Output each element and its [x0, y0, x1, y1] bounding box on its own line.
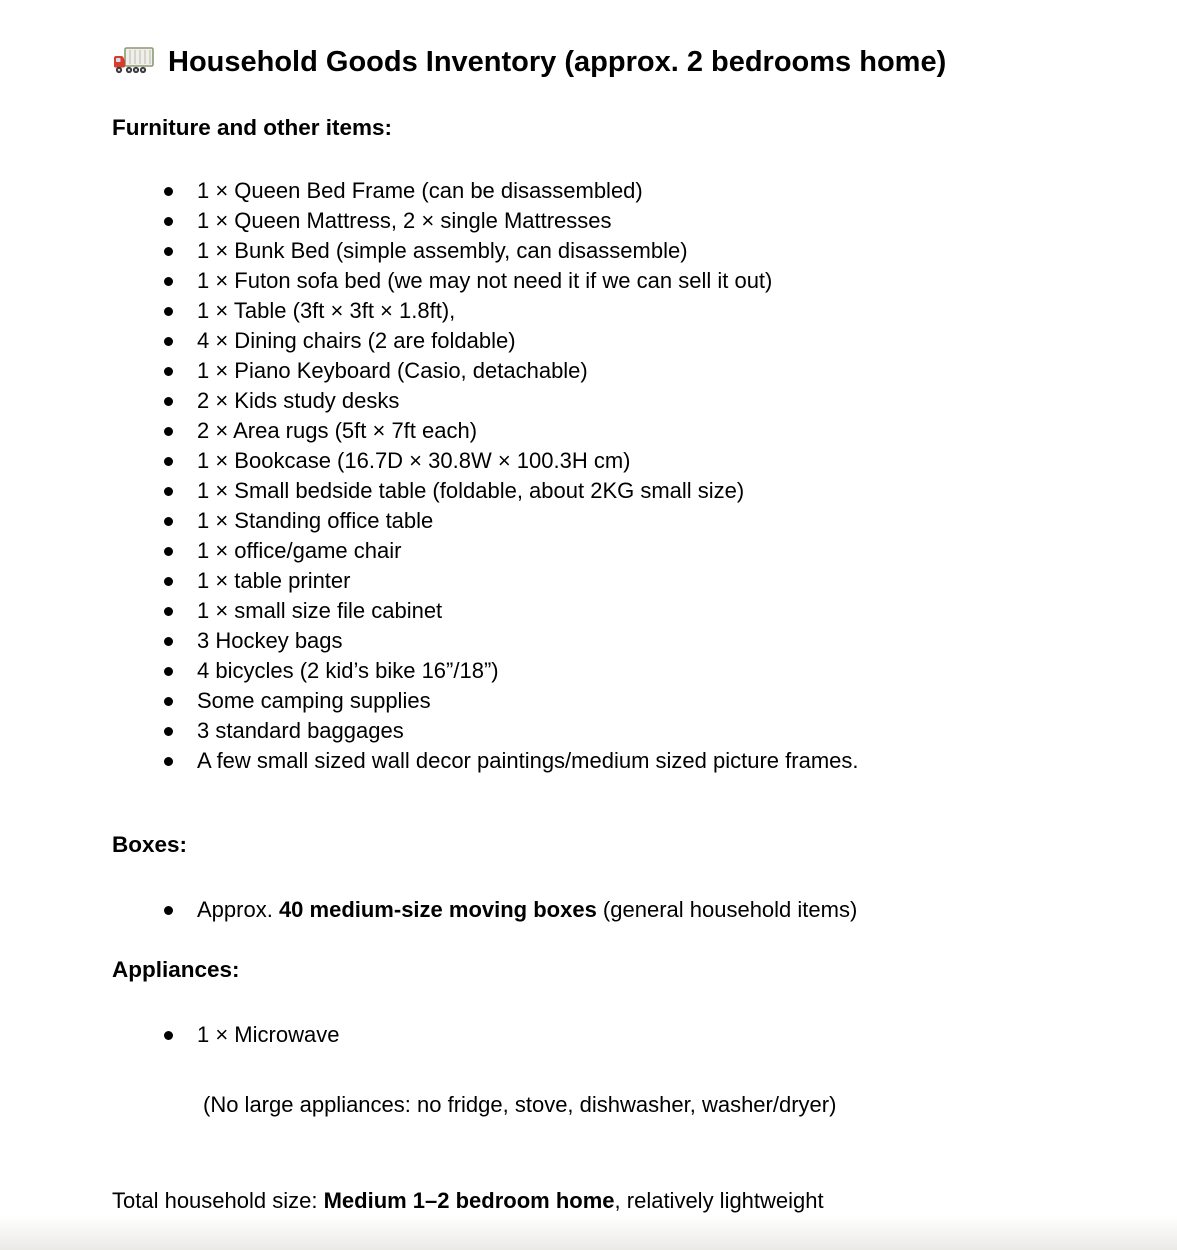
page-bottom-fade: [0, 1216, 1177, 1250]
list-item: 1 × Standing office table: [112, 506, 1087, 536]
section-heading-boxes: Boxes:: [112, 832, 188, 857]
list-item: 1 × Microwave: [112, 1020, 1087, 1050]
section-heading-furniture: Furniture and other items:: [112, 115, 393, 140]
list-item: A few small sized wall decor paintings/medium sized picture frames.: [112, 746, 1087, 776]
list-item: 1 × table printer: [112, 566, 1087, 596]
page-title-text: Household Goods Inventory (approx. 2 bedrooms home): [168, 46, 947, 78]
boxes-item-suffix: (general household items): [596, 897, 858, 922]
page-title: [112, 0, 1087, 80]
furniture-list: [112, 176, 1087, 776]
summary-line: [112, 1186, 1087, 1216]
summary-prefix: Total household size:: [112, 1188, 324, 1213]
list-item: 1 × Small bedside table (foldable, about 2KG small size): [112, 476, 1087, 506]
list-item: 1 × Bookcase (16.7D × 30.8W × 100.3H cm): [112, 446, 1087, 476]
list-item: 1 × Table (3ft × 3ft × 1.8ft),: [112, 296, 1087, 326]
list-item: 1 × Queen Bed Frame (can be disassembled): [112, 176, 1087, 206]
section-heading-appliances: Appliances:: [112, 957, 240, 982]
list-item: 1 × office/game chair: [112, 536, 1087, 566]
list-item: 1 × Futon sofa bed (we may not need it if we can sell it out): [112, 266, 1087, 296]
list-item: 2 × Area rugs (5ft × 7ft each): [112, 416, 1087, 446]
appliances-note: (No large appliances: no fridge, stove, dishwasher, washer/dryer): [203, 1092, 837, 1117]
summary-bold: Medium 1–2 bedroom home: [323, 1188, 615, 1213]
boxes-item-bold: 40 medium-size moving boxes: [278, 897, 597, 922]
list-item: [112, 895, 1087, 925]
list-item: 3 standard baggages: [112, 716, 1087, 746]
list-item: 1 × Piano Keyboard (Casio, detachable): [112, 356, 1087, 386]
appliances-list: [112, 1020, 1087, 1050]
list-item: 4 × Dining chairs (2 are foldable): [112, 326, 1087, 356]
boxes-list: [112, 895, 1087, 925]
boxes-item-prefix: Approx.: [197, 897, 279, 922]
list-item: 1 × Queen Mattress, 2 × single Mattresses: [112, 206, 1087, 236]
list-item: 2 × Kids study desks: [112, 386, 1087, 416]
list-item: Some camping supplies: [112, 686, 1087, 716]
truck-icon: [112, 45, 156, 79]
summary-suffix: , relatively lightweight: [614, 1188, 824, 1213]
list-item: 3 Hockey bags: [112, 626, 1087, 656]
list-item: 1 × small size file cabinet: [112, 596, 1087, 626]
list-item: 1 × Bunk Bed (simple assembly, can disassemble): [112, 236, 1087, 266]
list-item: 4 bicycles (2 kid’s bike 16”/18”): [112, 656, 1087, 686]
